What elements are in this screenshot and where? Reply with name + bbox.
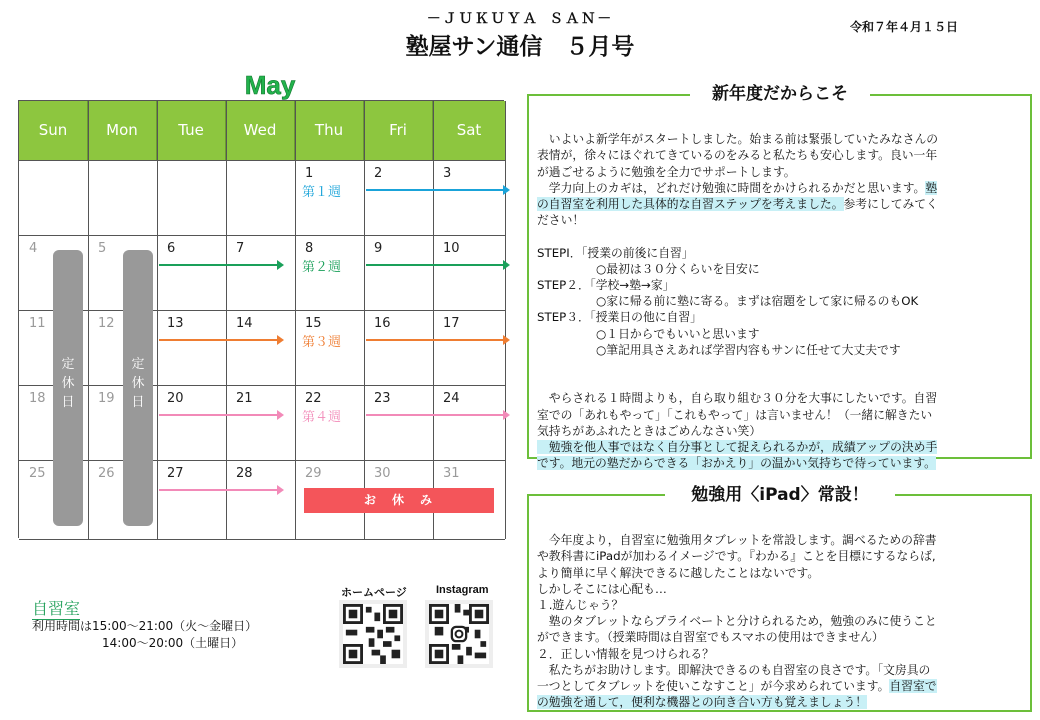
closed-day-bar-monday <box>123 250 153 526</box>
day-number: 1 <box>305 166 314 181</box>
day-number: 3 <box>443 166 452 181</box>
day-number: 31 <box>443 466 460 481</box>
study-room-title: 自習室 <box>32 596 80 620</box>
instagram-qr-label: Instagram <box>436 584 489 596</box>
day-number: 23 <box>374 391 391 406</box>
day-number: 7 <box>236 241 245 256</box>
week-arrow-icon <box>159 414 278 416</box>
day-number: 19 <box>98 391 115 406</box>
study-room-hours-saturday: 14:00～20:00（土曜日） <box>102 636 244 650</box>
weekday-thu: Thu <box>295 101 364 160</box>
grid-line-horizontal <box>19 310 505 311</box>
week-label: 第３週 <box>302 335 342 350</box>
newsletter-subtitle: －ＪＵＫＵＹＡ ＳＡＮ－ <box>426 11 614 27</box>
newsletter-title: 塾屋サン通信 ５月号 <box>405 34 635 60</box>
grid-line-vertical <box>433 101 434 539</box>
weekday-mon: Mon <box>88 101 157 160</box>
homepage-qr-icon[interactable] <box>339 600 407 668</box>
holiday-bar: お 休 み <box>304 488 494 513</box>
day-number: 27 <box>167 466 184 481</box>
day-number: 12 <box>98 316 115 331</box>
weekday-fri: Fri <box>364 101 433 160</box>
day-number: 22 <box>305 391 322 406</box>
grid-line-vertical <box>157 101 158 539</box>
weekday-tue: Tue <box>157 101 226 160</box>
day-number: 13 <box>167 316 184 331</box>
week-label: 第１週 <box>302 185 342 200</box>
week-label: 第２週 <box>302 260 342 275</box>
week-arrow-icon <box>159 489 278 491</box>
day-number: 2 <box>374 166 383 181</box>
calendar-month-title: May <box>244 70 296 100</box>
day-number: 20 <box>167 391 184 406</box>
closed-day-bar-sunday <box>53 250 83 526</box>
week-arrow-icon <box>159 264 278 266</box>
weekday-wed: Wed <box>226 101 295 160</box>
day-number: 14 <box>236 316 253 331</box>
weekday-sat: Sat <box>456 121 482 139</box>
day-number: 11 <box>29 316 46 331</box>
day-number: 16 <box>374 316 391 331</box>
qr-code-icon <box>343 604 403 664</box>
closed-day-label: 定 休 日 <box>61 357 75 410</box>
grid-line-horizontal <box>19 235 505 236</box>
grid-line-horizontal <box>19 385 505 386</box>
grid-line-vertical <box>226 101 227 539</box>
grid-line-vertical <box>505 101 506 539</box>
calendar-grid <box>18 100 504 538</box>
article-new-year-body: いよいよ新学年がスタートしました。始まる前は緊張していたみなさんの 表情が，徐々にほぐれてきているのをみると私たちも安心します。良い一年 が過ごせるように勉強を全力でサポートします。 学力向上のカギは，どれだけ勉強に時間をかけられるかだと思います。塾 の自習室を利用した具体的な自習ステップを考えました。参考にしてみてく ださい！ STEPⅠ．「授業の前後に自習」 ○最初は３０分くらいを目安に STEP２．「学校→塾→家」 ○家に帰る前に塾に寄る。まずは宿題をして家に帰るのもOK STEP３．「授業日の他に自習」 ○１日からでもいいと思います ○筆記用具さえあれば学習内容もサンに任せて大丈夫です やらされる１時間よりも，自ら取り組む３０分を大事にしたいです。自習 室での「あれもやって」「これもやって」は言いません！（一緒に解きたい 気持ちがあふれたときはごめんなさい笑） 勉強を他人事ではなく自分事として捉えられるかが，成績アップの決め手 です。地元の塾だからできる「おかえり」の温かい気持ちで待っています。 <box>537 132 939 471</box>
grid-line-horizontal <box>19 460 505 461</box>
article-ipad-title: 勉強用〈iPad〉常設！ <box>665 480 895 505</box>
day-number: 4 <box>29 241 38 256</box>
day-number: 24 <box>443 391 460 406</box>
grid-line-horizontal <box>19 160 505 161</box>
day-number: 10 <box>443 241 460 256</box>
day-number: 18 <box>29 391 46 406</box>
week-label: 第４週 <box>302 410 342 425</box>
day-number: 30 <box>374 466 391 481</box>
grid-line-vertical <box>364 101 365 539</box>
weekday-sun: Sun <box>19 101 88 160</box>
grid-line-horizontal <box>19 539 505 540</box>
day-number: 9 <box>374 241 383 256</box>
day-number: 25 <box>29 466 46 481</box>
grid-line-vertical <box>88 101 89 539</box>
day-number: 21 <box>236 391 253 406</box>
day-number: 6 <box>167 241 176 256</box>
qr-code-icon <box>429 604 489 664</box>
issue-date: 令和７年４月１５日 <box>850 20 959 34</box>
day-number: 26 <box>98 466 115 481</box>
homepage-qr-label: ホームページ <box>341 587 407 599</box>
day-number: 17 <box>443 316 460 331</box>
day-number: 15 <box>305 316 322 331</box>
instagram-qr-icon[interactable] <box>425 600 493 668</box>
study-room-hours-weekday: 利用時間は15:00～21:00（火～金曜日） <box>32 619 258 633</box>
week-arrow-icon <box>366 339 504 341</box>
week-arrow-icon <box>366 414 504 416</box>
grid-line-vertical <box>295 101 296 539</box>
article-ipad-body: 今年度より，自習室に勉強用タブレットを常設します。調べるための辞書 や教科書にiPadが加わるイメージです。『わかる』ことを目標にするならば, より簡単に早く解決できるに越したことはないです。 しかしそこには心配も… １.遊んじゃう？ 塾のタブレットならプライベートと分けられるため，勉強のみに使うこと ができます。（授業時間は自習室でもスマホの使用はできません） ２．正しい情報を見つけられる？ 私たちがお助けします。即解決できるのも自習室の良さです。「文房具の 一つとしてタブレットを使いこなすこと」が今求められています。自習室で の勉強を通して，便利な機器との向き合い方も覚えましょう！ <box>537 533 937 710</box>
article-new-year-title: 新年度だからこそ <box>690 79 870 104</box>
week-arrow-icon <box>366 189 504 191</box>
day-number: 5 <box>98 241 107 256</box>
day-number: 8 <box>305 241 314 256</box>
week-arrow-icon <box>159 339 278 341</box>
closed-day-label: 定 休 日 <box>131 357 145 410</box>
day-number: 29 <box>305 466 322 481</box>
week-arrow-icon <box>366 264 504 266</box>
day-number: 28 <box>236 466 253 481</box>
